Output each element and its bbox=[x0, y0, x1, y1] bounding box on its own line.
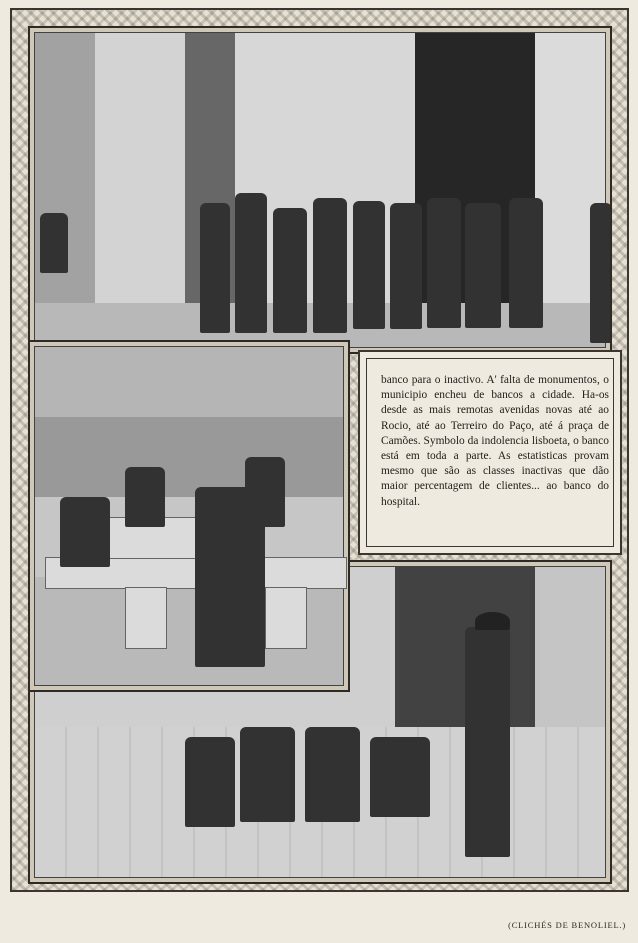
figure-man bbox=[509, 198, 543, 328]
figure-man bbox=[390, 203, 422, 329]
article-paragraph: banco para o inactivo. A' falta de monumentos, o municipio encheu de bancos a cidade. Ha-os desde as mais remotas avenidas novas até ao Rocio, até ao Terreiro do Paço, até á praça de Camões. Symbolo da indolencia lisboeta, o banco está em toda a parte. As estatisticas provam mesmo que são as classes inactivas que dão maior percentagem de clientes... ao banco do hospital. bbox=[381, 374, 609, 508]
figure-woman bbox=[40, 213, 68, 273]
figure-boy bbox=[185, 737, 235, 827]
article-text-box bbox=[358, 350, 622, 555]
figure-man bbox=[353, 201, 385, 329]
figure-standing-man bbox=[465, 627, 510, 857]
photo-image bbox=[34, 346, 344, 686]
photo-credit: (CLICHÉS DE BENOLIEL.) bbox=[508, 920, 626, 930]
photo-image bbox=[34, 32, 606, 348]
photo-men-on-bench bbox=[28, 340, 350, 692]
figure-boy bbox=[305, 727, 360, 822]
figure-man bbox=[313, 198, 347, 333]
figure-man bbox=[200, 203, 230, 333]
stone-bench-leg bbox=[125, 587, 167, 649]
figure-boy bbox=[370, 737, 430, 817]
figure-man bbox=[273, 208, 307, 333]
stone-bench-leg bbox=[265, 587, 307, 649]
figure-man bbox=[245, 457, 285, 527]
figure-man bbox=[60, 497, 110, 567]
figure-boy bbox=[240, 727, 295, 822]
figure-man bbox=[427, 198, 461, 328]
figure-man bbox=[465, 203, 501, 328]
figure-man bbox=[590, 203, 612, 343]
text-box-inner-border bbox=[366, 358, 614, 547]
photo-men-at-entrance bbox=[28, 26, 612, 354]
figure-man bbox=[125, 467, 165, 527]
cap bbox=[475, 612, 510, 630]
figure-man bbox=[235, 193, 267, 333]
